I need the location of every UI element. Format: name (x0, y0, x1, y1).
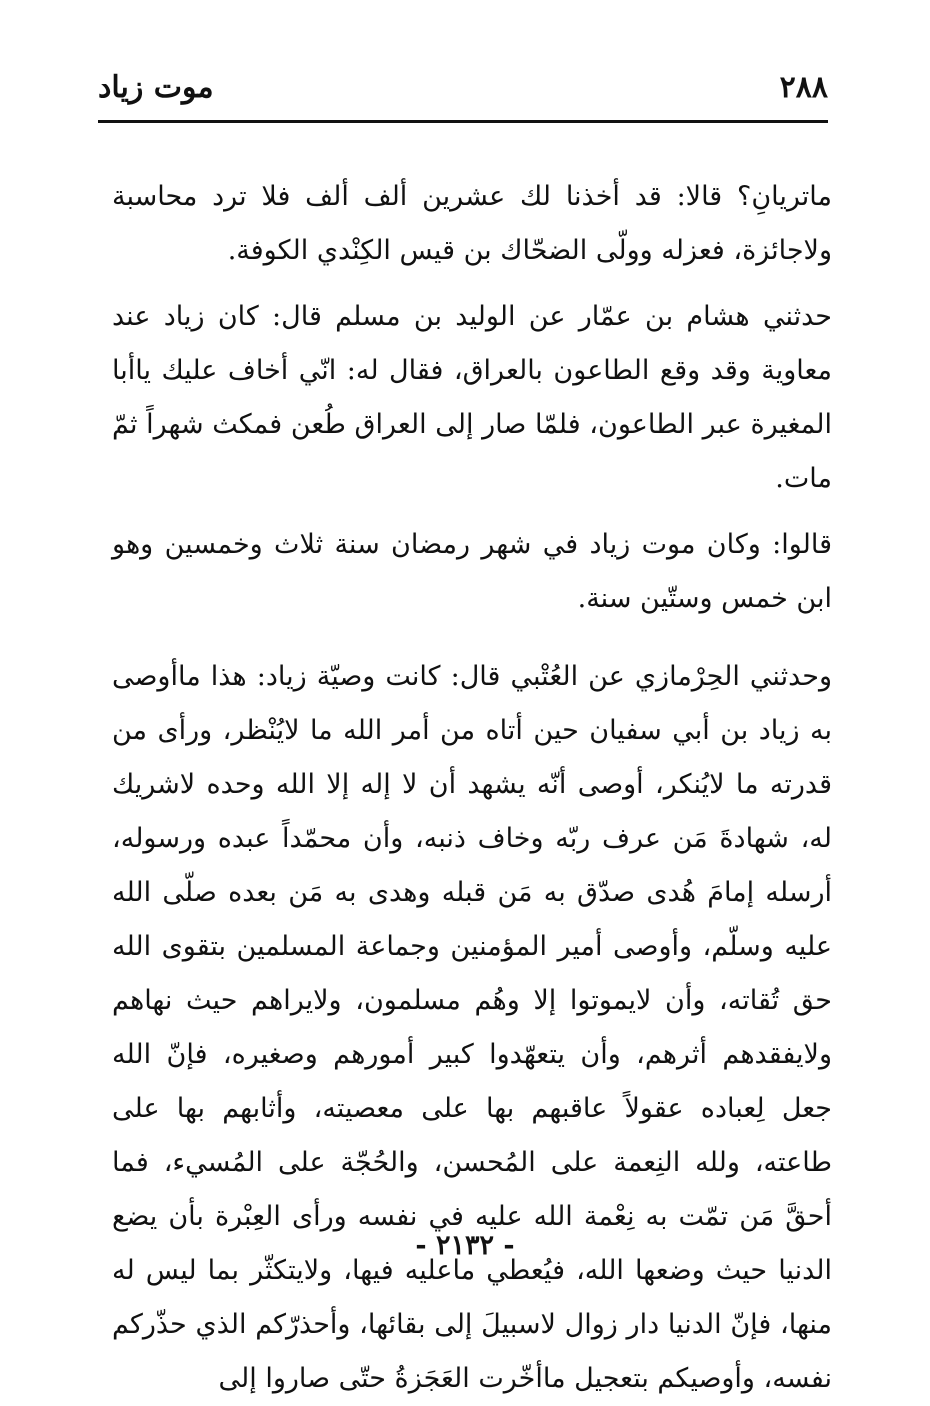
paragraph: وحدثني الحِرْمازي عن العُتْبي قال: كانت وصيّة زياد: هذا ماأوصى به زياد بن أبي سفيان حين أتاه من أمر الله ما لايُنْظر، ورأى من قدرته ما لايُنكر، أوصى أنّه يشهد أن لا إله إلا الله وحده لاشريك له، شهادةَ مَن عرف ربّه وخاف ذنبه، وأن محمّداً عبده ورسوله، أرسله إمامَ هُدى صدّق به مَن قبله وهدى به مَن بعده صلّى الله عليه وسلّم، وأوصى أمير المؤمنين وجماعة المسلمين بتقوى الله حق تُقاته، وأن لايموتوا إلا وهُم مسلمون، ولايراهم حيث نهاهم ولايفقدهم أثرهم، وأن يتعهّدوا كبير أمورهم وصغيره، فإنّ الله جعل لِعباده عقولاً عاقبهم بها على معصيته، وأثابهم بها على طاعته، ولله النِعمة على المُحسن، والحُجّة على المُسيء، فما أحقَّ مَن تمّت به نِعْمة الله عليه في نفسه ورأى العِبْرة بأن يضع الدنيا حيث وضعها الله، فيُعطي ماعليه فيها، ولايتكثّر بما ليس له منها، فإنّ الدنيا دار زوال لاسبيلَ إلى بقائها، وأحذرّكم الذي حذّركم نفسه، وأوصيكم بتعجيل ماأخّرت العَجَزةُ حتّى صاروا إلى (112, 661, 832, 1394)
paragraph: ماتريانِ؟ قالا: قد أخذنا لك عشرين ألف ألف فلا ترد محاسبة ولاجائزة، فعزله وولّى الضحّاك بن قيس الكِنْدي الكوفة. (112, 181, 832, 266)
paragraph: قالوا: وكان موت زياد في شهر رمضان سنة ثلاث وخمسين وهو ابن خمس وستّين سنة. (112, 529, 833, 614)
header-rule (98, 120, 828, 123)
page-header (98, 66, 828, 116)
paragraph: حدثني هشام بن عمّار عن الوليد بن مسلم قال: كان زياد عند معاوية وقد وقع الطاعون بالعراق، فقال له: انّي أخاف عليك ياأبا المغيرة عبر الطاعون، فلمّا صار إلى العراق طُعن فمكث شهراً ثمّ مات. (112, 301, 832, 494)
running-title: موت زياد (98, 70, 214, 105)
page-number: ٢٨٨ (779, 70, 828, 105)
main-text (112, 170, 832, 1406)
footer-page-number: - ٢١٣٢ - (415, 1230, 515, 1261)
